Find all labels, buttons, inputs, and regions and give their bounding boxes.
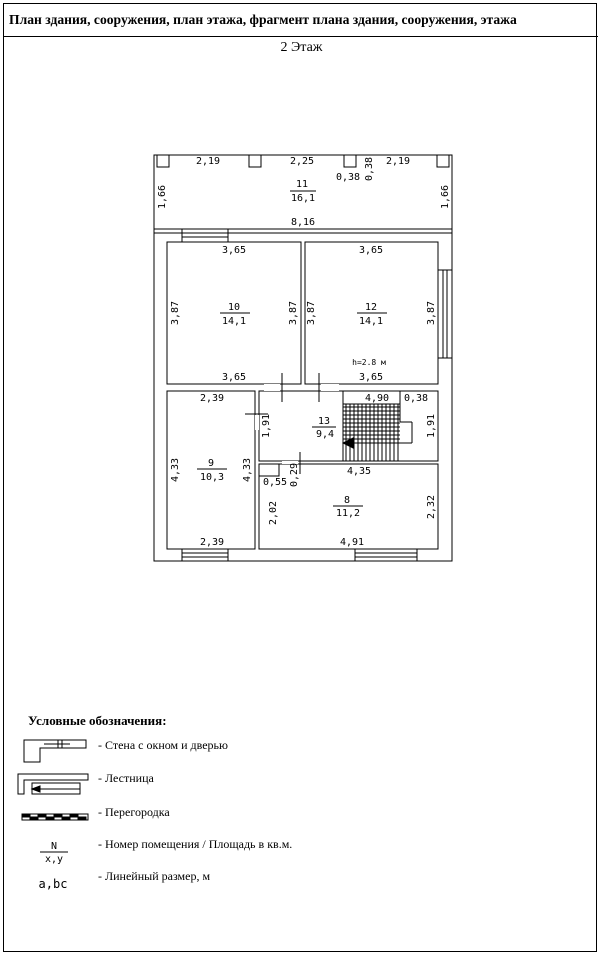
- dim-height: h=2.8 м: [352, 358, 386, 367]
- dim-r9-left: 4,33: [170, 457, 181, 483]
- room-12-number: 12: [364, 302, 378, 313]
- dim-r8-right: 2,32: [426, 494, 437, 520]
- room-10-area: 14,1: [221, 316, 247, 327]
- legend-stair-label: - Лестница: [98, 771, 154, 785]
- dim-balcony-left: 1,66: [157, 184, 168, 210]
- legend-room-number-label: - Номер помещения / Площадь в кв.м.: [98, 837, 293, 851]
- dim-r9-top: 2,39: [199, 393, 225, 404]
- dim-balcony-right: 1,66: [440, 184, 451, 210]
- dim-r10-right: 3,87: [288, 300, 299, 326]
- room-8-area: 11,2: [335, 508, 361, 519]
- dim-r9-bottom: 2,39: [199, 537, 225, 548]
- dim-r8-notch-w: 0,55: [262, 477, 288, 488]
- dim-r10-left: 3,87: [170, 300, 181, 326]
- room-8-number: 8: [343, 495, 351, 506]
- legend-partition-symbol: [22, 814, 88, 820]
- dim-top-pier: 0,38: [335, 172, 361, 183]
- legend-linear-symbol: a,bc: [38, 877, 68, 891]
- svg-text:N: N: [50, 841, 58, 852]
- legend-linear-label: - Линейный размер, м: [98, 869, 211, 883]
- dim-top-right: 2,19: [385, 156, 411, 167]
- room-11-area: 16,1: [290, 193, 316, 204]
- walls: [154, 155, 452, 561]
- dim-r8-top: 4,35: [346, 466, 372, 477]
- dim-top-mid: 2,25: [289, 156, 315, 167]
- room-9-number: 9: [207, 458, 215, 469]
- legend-partition-label: - Перегородка: [98, 805, 170, 819]
- legend-room-symbol: [40, 841, 68, 865]
- dim-r12-left: 3,87: [306, 300, 317, 326]
- legend-stair-symbol: [18, 774, 88, 794]
- room-11-number: 11: [295, 179, 309, 190]
- dim-balcony-width: 8,16: [290, 217, 316, 228]
- dim-r13-right: 1,91: [426, 413, 437, 439]
- room-13-area: 9,4: [315, 429, 335, 440]
- dim-r12-bottom: 3,65: [358, 372, 384, 383]
- legend-wall-label: - Стена с окном и дверью: [98, 738, 228, 752]
- dim-r13-corner: 0,38: [403, 393, 429, 404]
- room-13-number: 13: [317, 416, 331, 427]
- dim-top-pier-v: 0,38: [364, 156, 375, 182]
- dim-r8-left: 2,02: [268, 500, 279, 526]
- room-10-number: 10: [227, 302, 241, 313]
- dim-r12-top: 3,65: [358, 245, 384, 256]
- dim-r13-top: 4,90: [364, 393, 390, 404]
- dim-r13-left: 1,91: [261, 413, 272, 439]
- dimension-labels: [157, 156, 451, 548]
- dim-r10-top: 3,65: [221, 245, 247, 256]
- dim-r8-notch-h: 0,29: [289, 462, 300, 488]
- dim-r10-bottom: 3,65: [221, 372, 247, 383]
- stair-steps: [343, 404, 400, 461]
- svg-text:x,y: x,y: [44, 854, 64, 865]
- dim-r12-right: 3,87: [426, 300, 437, 326]
- dim-top-left: 2,19: [195, 156, 221, 167]
- dim-r9-right: 4,33: [242, 457, 253, 483]
- legend-wall-symbol: [24, 740, 86, 762]
- room-12-area: 14,1: [358, 316, 384, 327]
- page-title: План здания, сооружения, план этажа, фрагмент плана здания, сооружения, этажа: [4, 3, 598, 37]
- legend-title: Условные обозначения:: [28, 713, 167, 728]
- room-9-area: 10,3: [199, 472, 225, 483]
- dim-r8-bottom: 4,91: [339, 537, 365, 548]
- floor-label: 2 Этаж: [280, 40, 323, 55]
